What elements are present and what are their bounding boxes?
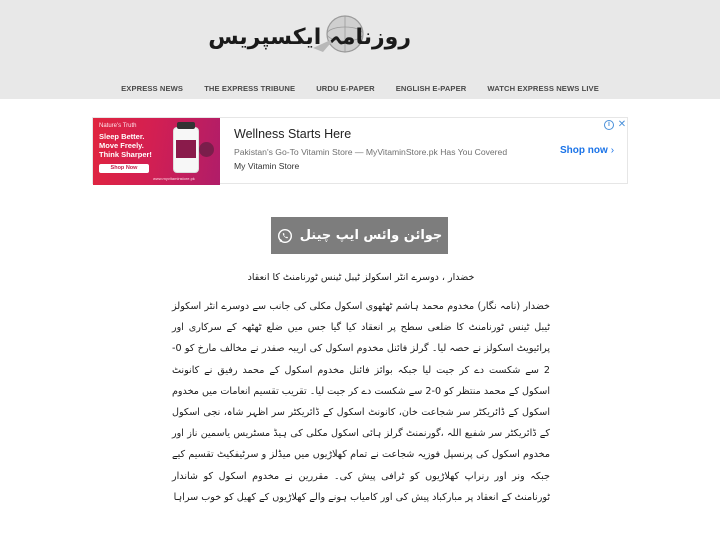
ad-image-cta: Shop Now bbox=[99, 164, 149, 173]
nav-express-news[interactable]: EXPRESS NEWS bbox=[121, 84, 184, 93]
nav-watch-live[interactable]: WATCH EXPRESS NEWS LIVE bbox=[487, 84, 599, 93]
whatsapp-button-label: جوائن وائس ایپ چینل bbox=[299, 228, 443, 243]
ad-source[interactable]: My Vitamin Store bbox=[234, 161, 300, 171]
ad-shop-now-button[interactable] bbox=[560, 145, 614, 156]
article-headline: خضدار ، دوسرے انٹر اسکولز ٹیبل ٹینس ٹورنامنٹ کا انعقاد bbox=[247, 272, 475, 283]
discount-badge-icon bbox=[199, 142, 214, 157]
join-whatsapp-channel-button[interactable] bbox=[271, 217, 448, 254]
logo-wordmark: روزنامہ ایکسپریس bbox=[208, 25, 411, 50]
ad-image-brand: Nature's Truth bbox=[99, 123, 137, 129]
ad-image-slogan: Sleep Better. Move Freely. Think Sharper! bbox=[99, 132, 152, 159]
nav-urdu-epaper[interactable]: URDU E-PAPER bbox=[316, 84, 375, 93]
whatsapp-icon bbox=[277, 228, 293, 244]
ad-image-url: www.myvitaminstore.pk bbox=[153, 176, 195, 181]
advertisement-banner[interactable] bbox=[92, 117, 628, 184]
news-article bbox=[172, 270, 550, 508]
article-body: خضدار (نامہ نگار) مخدوم محمد ہاشم ٹھٹھوی اسکول مکلی کی جانب سے دوسرے انٹر اسکولز ٹیبل ٹینس ٹورنامنٹ کا ضلعی سطح پر انعقاد کیا گیا جس میں ضلع ٹھٹھہ کے سرکاری اور پرائیویٹ اسکولز نے حصہ لیا۔ گرلز فائنل مخدوم اسکول کی اریبہ صفدر نے مخالف مارخ کو 0-2 سے شکست دے کر جیت لیا جبکہ بوائز فائنل مخدوم اسکول کے محمد رفیق نے کانونٹ اسکول کے محمد منتظر کو 0-2 سے شکست دے کر جیت لیا۔ تقریب تقسیم انعامات میں مخدوم اسکول کے ڈائریکٹر سر شجاعت خان، کانونٹ اسکول کے ڈائریکٹر سر اظہر شاہ، نجی اسکول کے ڈائریکٹر سر شفیع اللہ ،گورنمنٹ گرلز ہائی اسکول مکلی کی ہیڈ مسٹریس یاسمین ناز اور مخدوم اسکول کی پرنسپل فوزیہ شجاعت نے تمام کھلاڑیوں میں میڈلز و سرٹیفکیٹ تقسیم کیے جبکہ ونر اور رنراپ کھلاڑیوں کو ٹرافی پیش کی۔ مقررین نے مخدوم اسکول کو شاندار ٹورنامنٹ کے انعقاد پر مبارکباد پیش کی اور کامیاب ہونے والے کھلاڑیوں کے کھیل کو خوب سراہا bbox=[171, 301, 550, 503]
supplement-bottle-icon bbox=[173, 127, 199, 173]
ad-image[interactable] bbox=[93, 118, 220, 185]
ad-info-icon[interactable]: i bbox=[604, 120, 614, 130]
express-logo[interactable] bbox=[208, 4, 417, 60]
ad-description[interactable]: Pakistan's Go-To Vitamin Store — MyVitaminStore.pk Has You Covered bbox=[234, 147, 508, 157]
nav-express-tribune[interactable]: THE EXPRESS TRIBUNE bbox=[204, 84, 296, 93]
chevron-right-icon: › bbox=[610, 145, 615, 156]
nav-english-epaper[interactable]: ENGLISH E-PAPER bbox=[395, 84, 467, 93]
top-nav bbox=[0, 76, 720, 92]
ad-shop-label: Shop now bbox=[560, 145, 608, 156]
ad-title[interactable]: Wellness Starts Here bbox=[234, 127, 352, 141]
site-header bbox=[0, 0, 720, 99]
ad-close-icon[interactable]: ✕ bbox=[617, 119, 627, 130]
